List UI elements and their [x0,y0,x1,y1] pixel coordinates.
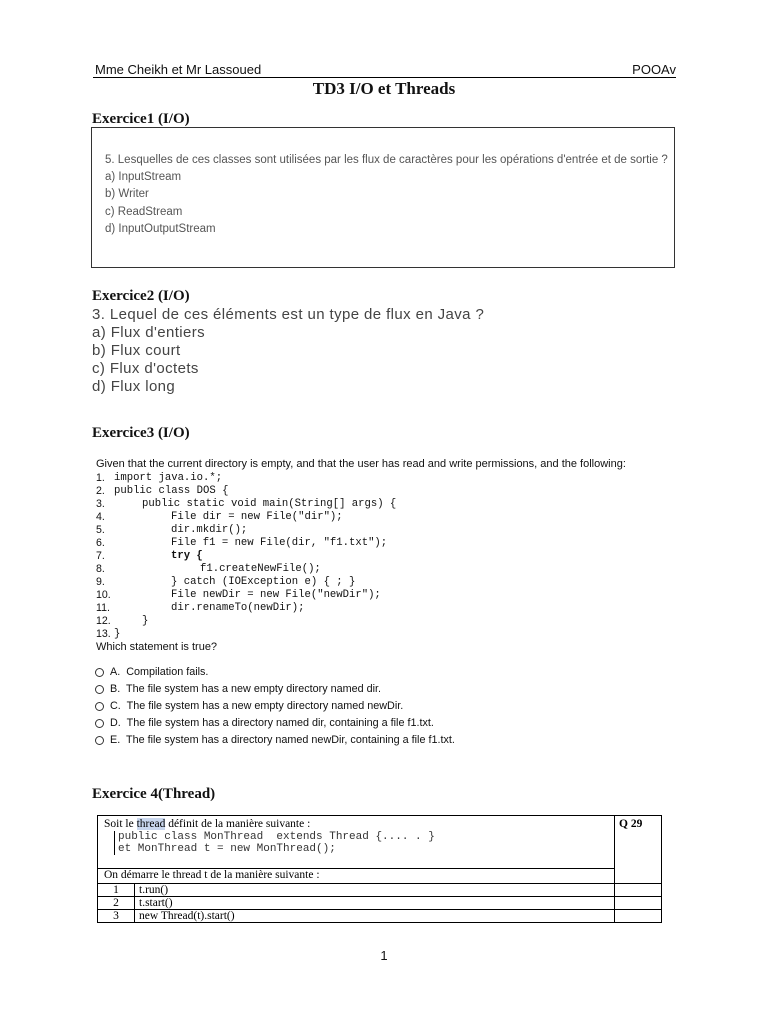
ex4-row-answer[interactable] [615,910,662,923]
radio-button[interactable] [95,668,104,677]
radio-button[interactable] [95,719,104,728]
ex1-option-b: b) Writer [105,188,149,201]
ex4-question-cell [98,816,615,869]
ex3-option-e-label: E. The file system has a directory named newDir, containing a file f1.txt. [110,734,455,746]
code-line-number: 5. [96,524,105,536]
page-number: 1 [380,948,388,963]
ex1-heading: Exercice1 (I/O) [92,111,190,127]
table-row [98,910,662,923]
ex4-intro-highlight: thread [136,818,166,830]
table-row [98,897,662,910]
ex2-option-b: b) Flux court [92,342,181,359]
ex4-question-id: Q 29 [615,816,662,884]
code-line: public static void main(String[] args) { [142,498,397,510]
ex4-row-answer[interactable] [615,897,662,910]
ex3-option-c-label: C. The file system has a new empty directory named newDir. [110,700,404,712]
ex3-intro: Given that the current directory is empty, and that the user has read and write permissions, and the following: [96,458,626,470]
code-line: } [114,628,121,640]
ex3-option-d-label: D. The file system has a directory named dir, containing a file f1.txt. [110,717,434,729]
ex4-row-num: 2 [98,897,135,910]
header-authors: Mme Cheikh et Mr Lassoued [95,62,262,77]
ex4-code-line: et MonThread t = new MonThread(); [118,843,336,855]
table-row [98,884,662,897]
ex1-content [105,152,668,238]
code-line-number: 12. [96,615,111,627]
code-line: f1.createNewFile(); [200,563,321,575]
ex4-row-text: t.run() [135,884,615,897]
ex3-option-a[interactable] [95,666,208,678]
ex2-question: 3. Lequel de ces éléments est un type de flux en Java ? [92,306,485,323]
ex2-option-a: a) Flux d'entiers [92,324,206,341]
code-line-number: 1. [96,472,105,484]
ex3-option-c[interactable] [95,700,403,712]
ex2-option-c: c) Flux d'octets [92,360,199,377]
ex1-question: 5. Lesquelles de ces classes sont utilisées par les flux de caractères pour les opérations d'entrée et de sortie ? [105,154,668,166]
ex3-option-a-label: A. Compilation fails. [110,666,209,678]
radio-button[interactable] [95,685,104,694]
code-line: } [142,615,149,627]
ex4-code-line: public class MonThread extends Thread {.... . } [118,831,435,843]
ex3-heading: Exercice3 (I/O) [92,425,190,441]
code-line: public class DOS { [114,485,229,497]
code-line: try { [171,550,203,562]
ex4-intro-end: définit de la manière suivante : [165,818,311,830]
code-line: File dir = new File("dir"); [171,511,343,523]
code-line: } catch (IOException e) { ; } [171,576,356,588]
header-rule [93,77,676,78]
ex4-row-num: 1 [98,884,135,897]
code-line: import java.io.*; [114,472,223,484]
code-line-number: 10. [96,589,111,601]
code-line-number: 11. [96,602,110,614]
code-line-number: 7. [96,550,105,562]
ex4-question-row [98,816,662,869]
code-line-number: 6. [96,537,105,549]
ex3-option-d[interactable] [95,717,434,729]
ex4-intro-start: Soit le [104,818,137,830]
code-line-number: 9. [96,576,105,588]
ex4-start-row [98,869,662,884]
ex1-option-c: c) ReadStream [105,205,183,218]
code-line-number: 8. [96,563,105,575]
code-line-number: 13. [96,628,111,640]
code-line: dir.renameTo(newDir); [171,602,305,614]
ex4-row-text: new Thread(t).start() [135,910,615,923]
ex3-option-e[interactable] [95,734,455,746]
header-course: POOAv [632,62,676,77]
ex2-option-d: d) Flux long [92,378,176,395]
page-title: TD3 I/O et Threads [312,79,456,98]
code-line: File f1 = new File(dir, "f1.txt"); [171,537,388,549]
ex3-option-b[interactable] [95,683,381,695]
ex4-table [97,815,662,923]
ex1-option-a: a) InputStream [105,171,182,184]
ex4-row-num: 3 [98,910,135,923]
ex4-heading: Exercice 4(Thread) [92,786,216,802]
ex3-question: Which statement is true? [96,641,218,653]
code-line: dir.mkdir(); [171,524,248,536]
ex4-row-text: t.start() [135,897,615,910]
code-line-number: 4. [96,511,105,523]
code-line-number: 2. [96,485,105,497]
ex4-row-answer[interactable] [615,884,662,897]
code-line: File newDir = new File("newDir"); [171,589,381,601]
radio-button[interactable] [95,736,104,745]
ex4-intro [104,818,610,830]
radio-button[interactable] [95,702,104,711]
ex2-content [92,306,484,396]
ex1-option-d: d) InputOutputStream [105,222,216,235]
ex4-code-block [114,831,610,855]
ex4-start-line: On démarre le thread t de la manière suivante : [98,869,615,884]
ex2-heading: Exercice2 (I/O) [92,288,190,304]
ex3-option-b-label: B. The file system has a new empty directory named dir. [110,683,382,695]
code-line-number: 3. [96,498,105,510]
